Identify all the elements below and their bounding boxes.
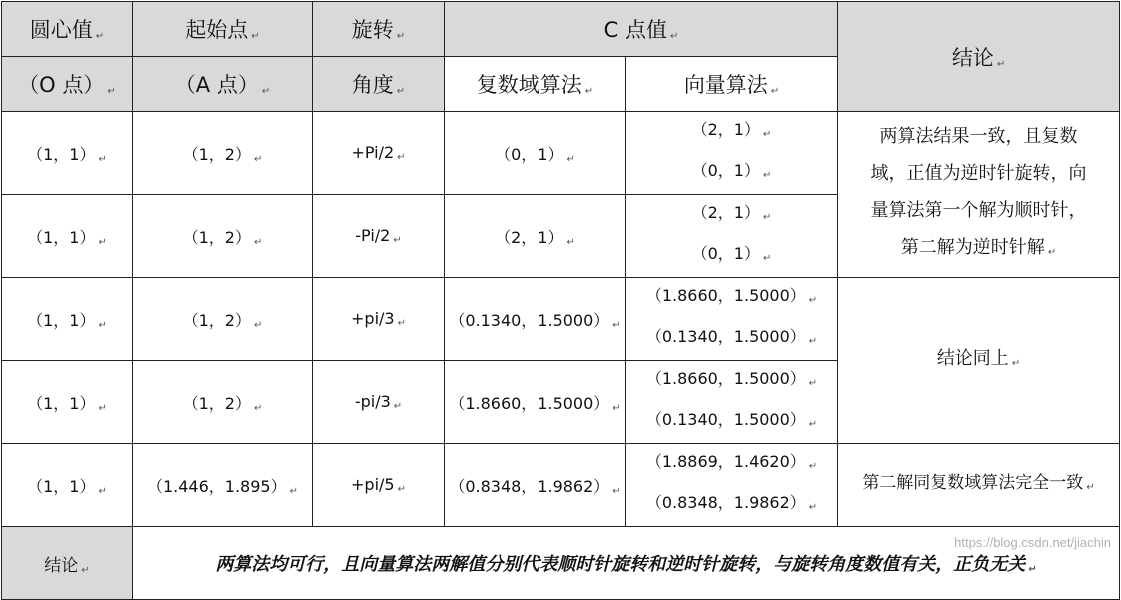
cell-complex: （0.1340，1.5000） ↵ (445, 278, 626, 361)
footer-conclusion: 两算法均可行，且向量算法两解值分别代表顺时针旋转和逆时针旋转，与旋转角度数值有关，正负无关 ↵ (133, 527, 1120, 600)
cell-conclusion: 结论同上 ↵ (838, 278, 1120, 444)
header-start: 起始点 ↵ (133, 2, 313, 57)
cell-start: （1.446，1.895） ↵ (133, 444, 313, 527)
cell-start: （1，2） ↵ (133, 112, 313, 195)
header-start-sub: （A 点） ↵ (133, 57, 313, 112)
cell-angle: -Pi/2 ↵ (313, 195, 445, 278)
cell-vector: （1.8660，1.5000） ↵ （0.1340，1.5000） ↵ (626, 361, 838, 444)
header-angle: 旋转 ↵ (313, 2, 445, 57)
footer-label: 结论 ↵ (2, 527, 133, 600)
cell-vector: （1.8869，1.4620） ↵ （0.8348，1.9862） ↵ (626, 444, 838, 527)
cell-vector: （2，1） ↵ （0，1） ↵ (626, 195, 838, 278)
header-conclusion: 结论 ↵ (838, 2, 1120, 112)
header-center-sub: （O 点） ↵ (2, 57, 133, 112)
cell-vector: （1.8660，1.5000） ↵ （0.1340，1.5000） ↵ (626, 278, 838, 361)
comparison-table (1, 1, 1120, 600)
header-angle-sub: 角度 ↵ (313, 57, 445, 112)
table-row (2, 444, 1120, 527)
cell-conclusion: 第二解同复数域算法完全一致 ↵ (838, 444, 1120, 527)
watermark: https://blog.csdn.net/jiachin (954, 535, 1111, 550)
cell-angle: -pi/3 ↵ (313, 361, 445, 444)
footer-row (2, 527, 1120, 600)
header-center: 圆心值 ↵ (2, 2, 133, 57)
cell-start: （1，2） ↵ (133, 278, 313, 361)
cell-vector: （2，1） ↵ （0，1） ↵ (626, 112, 838, 195)
cell-start: （1，2） ↵ (133, 361, 313, 444)
table-row (2, 278, 1120, 361)
cell-angle: +pi/5 ↵ (313, 444, 445, 527)
cell-angle: +Pi/2 ↵ (313, 112, 445, 195)
cell-center: （1，1） ↵ (2, 195, 133, 278)
cell-complex: （1.8660，1.5000） ↵ (445, 361, 626, 444)
cell-start: （1，2） ↵ (133, 195, 313, 278)
header-vector-method: 向量算法 ↵ (626, 57, 838, 112)
cell-complex: （0，1） ↵ (445, 112, 626, 195)
header-complex-method: 复数域算法 ↵ (445, 57, 626, 112)
cell-center: （1，1） ↵ (2, 278, 133, 361)
cell-conclusion: 两算法结果一致，且复数 域，正值为逆时针旋转，向 量算法第一个解为顺时针， 第二解为逆时针解 ↵ (838, 112, 1120, 278)
cell-center: （1，1） ↵ (2, 444, 133, 527)
cell-center: （1，1） ↵ (2, 361, 133, 444)
cell-complex: （0.8348，1.9862） ↵ (445, 444, 626, 527)
table-row (2, 112, 1120, 195)
cell-complex: （2，1） ↵ (445, 195, 626, 278)
header-c-value: C 点值 ↵ (445, 2, 838, 57)
cell-angle: +pi/3 ↵ (313, 278, 445, 361)
cell-center: （1，1） ↵ (2, 112, 133, 195)
